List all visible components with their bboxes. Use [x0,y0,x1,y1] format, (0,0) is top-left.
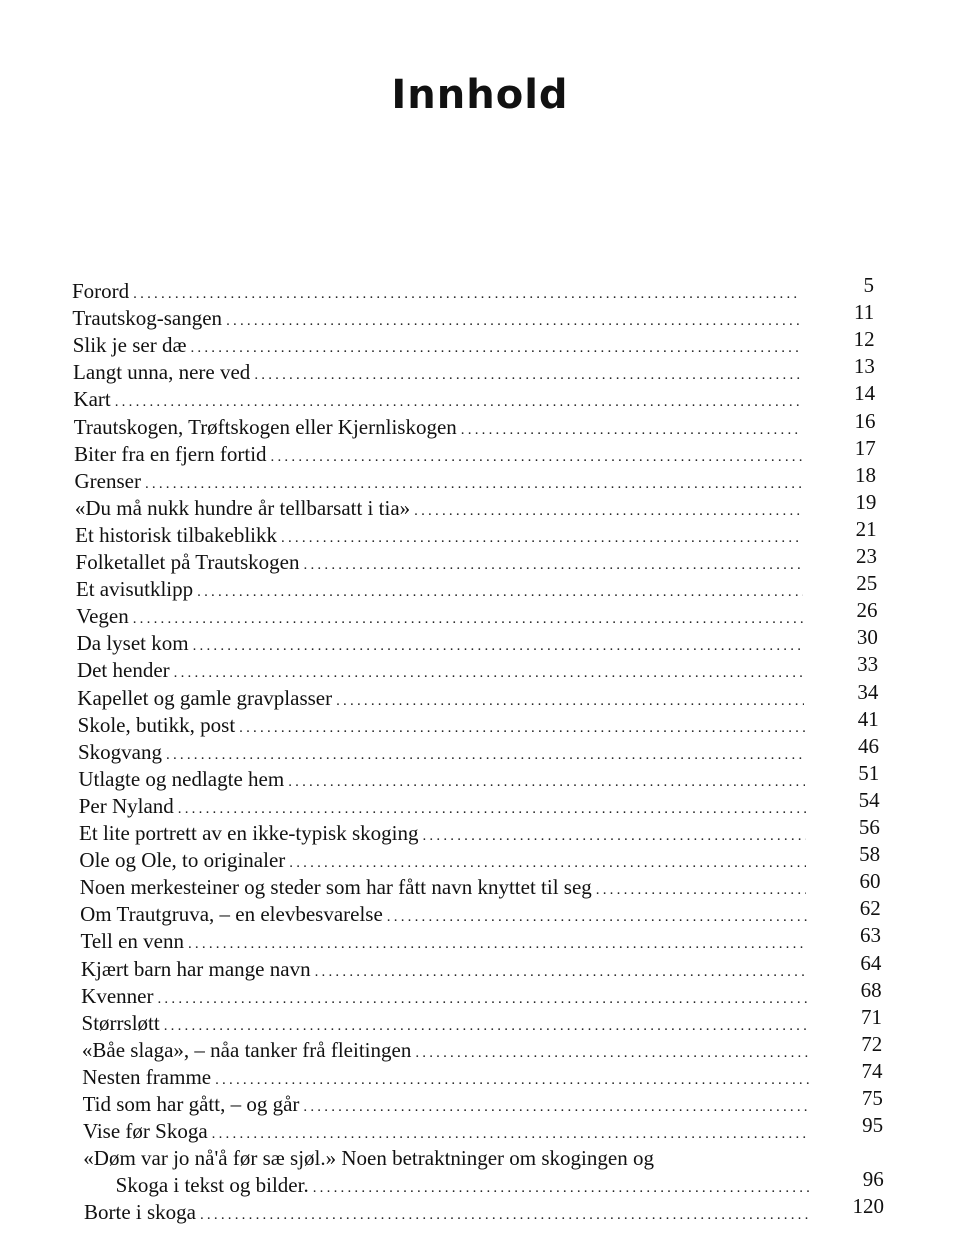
dot-leader [197,579,803,606]
toc-entry [74,414,802,441]
toc-page-number: 21 [855,516,877,541]
toc-entry-label: Ole og Ole, to originaler [79,848,286,873]
toc-entry-label: Kapellet og gamle gravplasser [77,685,333,710]
dot-leader [157,986,807,1013]
toc-page-number: 34 [857,679,879,704]
toc-entry [81,983,807,1010]
dot-leader [215,1067,808,1094]
toc-entry-label: Folketallet på Trautskogen [75,550,300,574]
toc-page-number: 120 [852,1194,884,1219]
toc-entry [116,1172,810,1199]
toc-entry-label: Et avisutklipp [75,577,194,602]
dot-leader [288,769,805,796]
toc-page-number: 13 [853,354,875,379]
toc-entry [72,305,800,332]
toc-entry-label: Noen merkesteiner og steder som har fått navn knyttet til seg [79,875,592,900]
toc-entry-label: Tell en venn [80,929,184,954]
dot-leader [315,959,808,986]
toc-entry-label: Et historisk tilbakeblikk [75,522,277,547]
toc-page-number: 11 [854,300,875,325]
toc-page-number: 5 [863,273,874,297]
toc-entry [78,739,805,766]
toc-entry-label: Det hender [76,658,170,683]
toc-page-number: 18 [855,462,877,487]
toc-entry-label: Kvenner [81,983,154,1008]
toc-page-number: 64 [860,950,882,975]
dot-leader [164,1013,808,1040]
dot-leader [303,1094,808,1121]
toc-entry [76,576,803,603]
toc-entry [82,1010,808,1037]
page-title: Innhold [391,72,569,118]
dot-leader [254,362,801,389]
toc-entry-label: Grenser [74,468,141,493]
dot-leader [133,281,800,308]
toc-entry [77,685,804,712]
toc-page-number: 46 [858,733,879,758]
toc-page-number: 12 [853,327,875,352]
dot-leader [212,1121,809,1148]
toc-entry-label: Kart [73,387,111,412]
dot-leader [145,471,802,498]
toc-entry-label: Forord [72,279,130,303]
toc-page-number: 72 [861,1031,883,1056]
toc-entry [73,386,801,413]
dot-leader [461,417,802,444]
dot-leader [193,633,804,660]
toc-page-number: 54 [858,787,880,812]
toc-entry-label: Tid som har gått, – og går [82,1092,300,1116]
dot-leader [190,335,800,362]
dot-leader [336,688,804,715]
toc-entry [79,847,806,874]
toc-entry-label: Et lite portrett av en ikke-typisk skoging [79,821,419,845]
dot-leader [239,715,805,742]
toc-entry [78,712,805,739]
toc-entry-label: Skole, butikk, post [77,712,236,737]
toc-page-number: 16 [854,408,876,433]
toc-page-number: 60 [859,869,881,894]
toc-entry-label: Vise før Skoga [82,1119,208,1144]
toc-entry [73,332,801,359]
toc-page-number: 33 [857,652,879,677]
dot-leader [422,823,805,850]
toc-entry-label: «Døm var jo nå'å før sæ sjøl.» Noen betraktninger om skogingen og [83,1146,654,1171]
dot-leader [289,850,806,877]
toc-entry [80,874,807,901]
dot-leader [313,1175,810,1202]
toc-entry-label: Trautskog-sangen [72,306,223,331]
toc-entry [84,1199,810,1226]
toc-entry [81,956,808,983]
toc-page-number: 71 [860,1004,882,1029]
toc-entry [82,1064,808,1091]
toc-page-number: 19 [855,489,877,514]
dot-leader [226,308,800,335]
toc-entry [83,1118,809,1145]
dot-leader [271,444,802,471]
toc-page-number: 63 [860,923,882,948]
toc-entry [77,657,804,684]
toc-entry [75,495,803,522]
toc-entry-label: Per Nyland [78,793,174,818]
toc-entry [79,793,806,820]
toc-entry [80,928,807,955]
dot-leader [166,742,805,769]
toc-page-number: 56 [858,815,880,839]
dot-leader [200,1202,810,1229]
toc-entry [76,549,803,576]
toc-entry-label: «Båe slaga», – nåa tanker frå fleitingen [81,1037,412,1062]
toc-entry [74,468,802,495]
toc-entry-label: Størrsløtt [81,1010,160,1035]
toc-page-number: 30 [856,625,878,650]
toc-page-number: 41 [857,706,879,731]
toc-page-number: 25 [856,571,878,596]
toc-page-number: 95 [862,1113,884,1138]
toc-entry [75,522,802,549]
dot-leader [414,498,802,525]
toc-entry-label: Biter fra en fjern fortid [74,441,267,466]
toc-entry-label: Skoga i tekst og bilder. [115,1173,309,1198]
toc-entry-label: Om Trautgruva, – en elevbesvarelse [80,902,383,927]
dot-leader [133,606,804,633]
toc-entry-label: Trautskogen, Trøftskogen eller Kjernliskogen [73,414,457,439]
dot-leader [178,796,806,823]
toc-entry-label: Skogvang [78,739,162,764]
toc-entry [74,441,802,468]
toc-entry [77,630,804,657]
toc-page-number: 62 [859,896,881,921]
toc-page-number: 74 [861,1058,883,1083]
dot-leader [115,389,801,416]
toc-page-number: 51 [858,760,880,785]
toc-entry-label: Langt unna, nere ved [73,360,251,385]
dot-leader [281,525,803,552]
dot-leader [596,877,807,904]
toc-entry-label: Da lyset kom [76,631,189,656]
toc-page-number: 17 [854,435,876,460]
toc-entry-label: «Du må nukk hundre år tellbarsatt i tia» [74,495,411,520]
dot-leader [387,904,807,931]
toc-page-number: 96 [862,1167,884,1192]
toc-entry-label: Vegen [76,604,129,629]
toc-entry-label: Borte i skoga [84,1200,196,1225]
dot-leader [304,552,803,579]
toc-entry [80,901,807,928]
dot-leader [415,1040,808,1067]
toc-page-number: 23 [855,544,877,568]
toc-page-number: 68 [860,977,882,1002]
toc-page-number: 58 [859,842,881,867]
toc-entry [82,1037,808,1064]
toc-entry [76,603,803,630]
toc-entry-label: Slik je ser dæ [72,333,187,358]
toc-page-number: 14 [854,381,876,406]
toc-page-number: 75 [861,1086,883,1110]
toc-entry [73,359,801,386]
toc-entry-label: Utlagte og nedlagte hem [78,766,285,791]
toc-entry [83,1091,809,1118]
toc-page-number: 26 [856,598,878,623]
toc-entry-label: Kjært barn har mange navn [80,956,311,981]
toc-entry [79,820,806,847]
dot-leader [174,660,804,687]
toc-entry [72,278,800,305]
dot-leader [188,931,807,958]
toc-entry [78,766,805,793]
toc-entry-label: Nesten framme [82,1064,212,1089]
